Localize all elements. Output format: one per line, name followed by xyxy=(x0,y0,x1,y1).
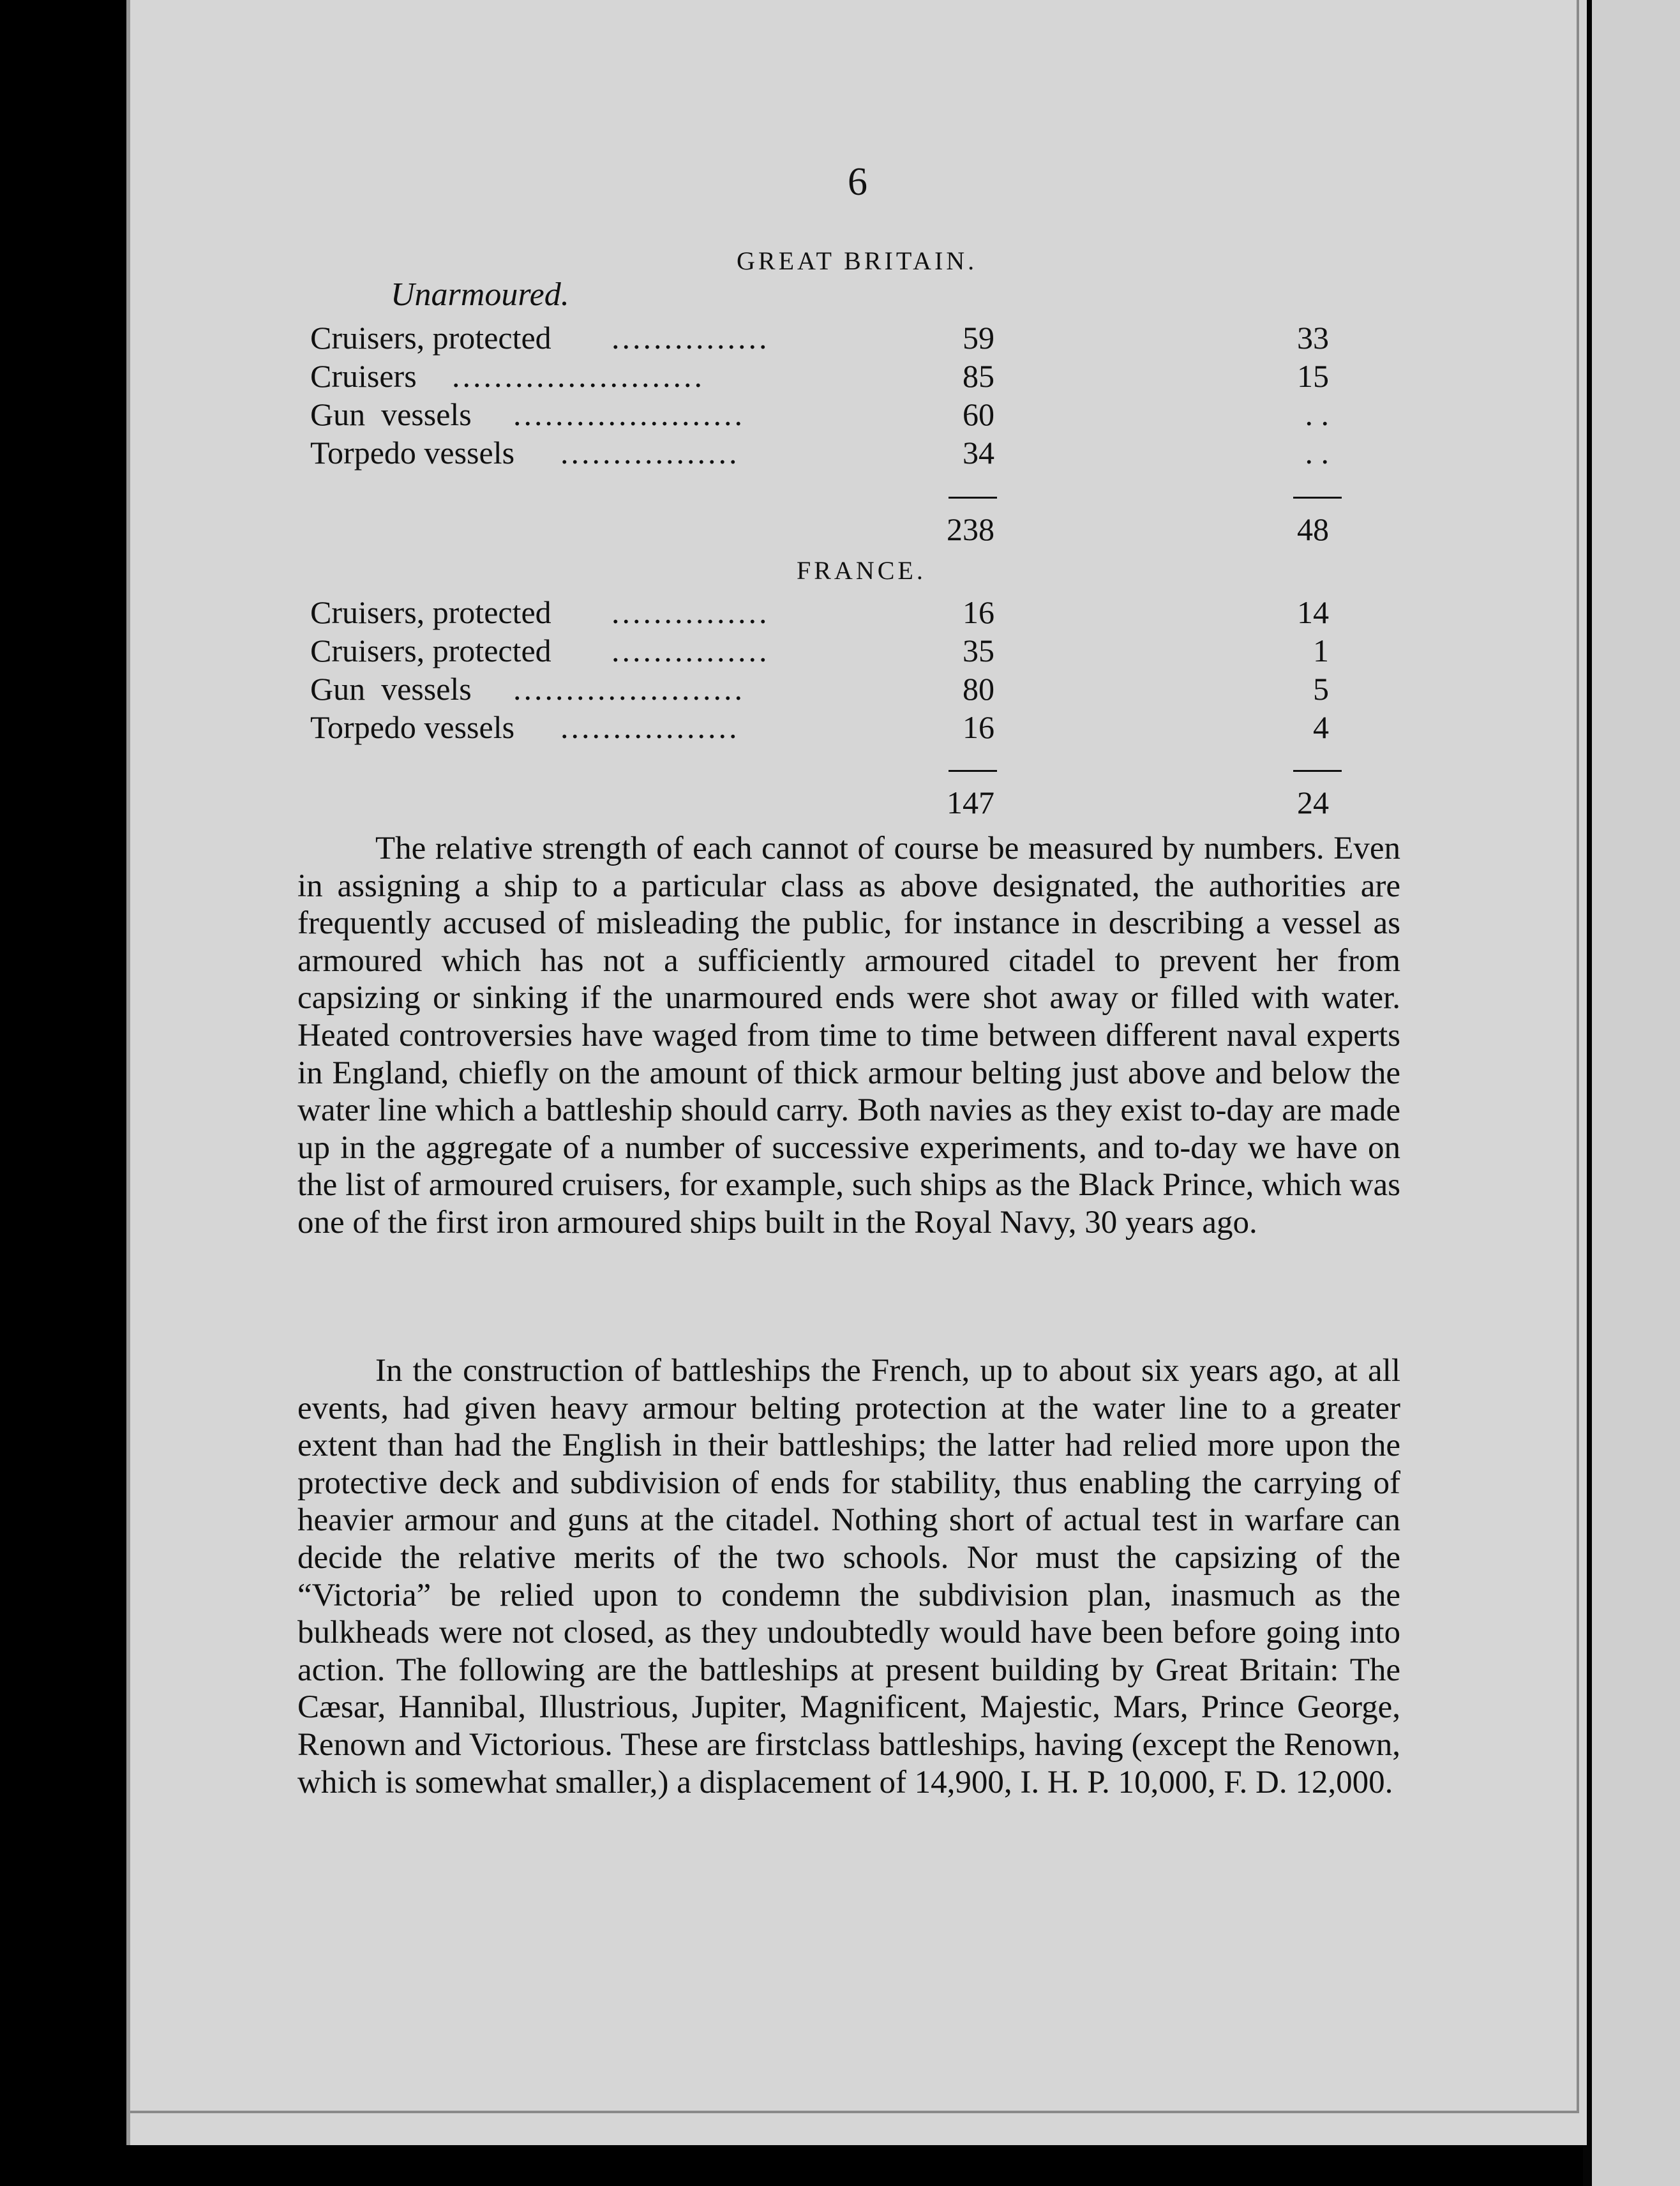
value-column-1: 16 xyxy=(963,594,994,630)
value-column-2: . . xyxy=(1305,396,1329,432)
value-column-1: 16 xyxy=(963,709,994,745)
section-heading-france: FRANCE. xyxy=(797,556,926,585)
table-row xyxy=(310,319,1339,358)
sum-rule xyxy=(1293,497,1342,499)
row-label: Torpedo vessels xyxy=(310,709,515,745)
body-paragraph: In the construction of battleships the French, up to about six years ago, at all events, had given heavy armour belting protection at the water line to a greater extent than had the English in their battleships; the latter had relied more upon the protective deck and subdivision of ends for stability, thus enabling the carrying of heavier armour and guns at the citadel. Nothing short of actual test in warfare can decide the relative merits of the two schools. Nor must the capsizing of the “Victoria” be relied upon to condemn the subdivision plan, inasmuch as the bulkheads were not closed, as they undoubtedly would have been before going into action. The following are the battleships at present building by Great Britain: The Cæsar, Hannibal, Illustrious, Jupiter, Magnificent, Majestic, Mars, Prince George, Renown and Victorious. These are firstclass battleships, having (except the Renown, which is somewhat smaller,) a displacement of 14,900, I. H. P. 10,000, F. D. 12,000. xyxy=(297,1353,1400,1800)
row-label: Torpedo vessels xyxy=(310,435,515,471)
dot-leader: ...................... xyxy=(513,396,745,432)
table-row xyxy=(310,709,1339,747)
dot-leader: ............... xyxy=(611,633,770,668)
dot-leader: ............... xyxy=(611,594,770,630)
dot-leader: ........................ xyxy=(452,358,705,394)
value-column-2: 4 xyxy=(1313,709,1329,745)
total-column-1: 238 xyxy=(947,511,994,547)
dot-leader: ............... xyxy=(611,320,770,356)
total-column-2: 24 xyxy=(1297,785,1329,820)
value-column-2: . . xyxy=(1305,435,1329,471)
value-column-1: 85 xyxy=(963,358,994,394)
total-column-1: 147 xyxy=(947,785,994,820)
table-total-row xyxy=(310,511,1339,549)
table-row xyxy=(310,632,1339,670)
sum-rule xyxy=(1293,770,1342,772)
table-row xyxy=(310,594,1339,632)
dot-leader: ................. xyxy=(560,709,740,745)
row-label: Gun vessels xyxy=(310,671,472,707)
row-label: Cruisers xyxy=(310,358,417,394)
value-column-1: 35 xyxy=(963,633,994,668)
value-column-2: 5 xyxy=(1313,671,1329,707)
row-label: Cruisers, protected xyxy=(310,633,551,668)
total-column-2: 48 xyxy=(1297,511,1329,547)
table-total-row xyxy=(310,784,1339,822)
sum-rule xyxy=(949,770,997,772)
scan-border-left xyxy=(0,0,128,2186)
value-column-1: 80 xyxy=(963,671,994,707)
dot-leader: ...................... xyxy=(513,671,745,707)
page-number: 6 xyxy=(848,160,867,204)
row-label: Gun vessels xyxy=(310,396,472,432)
value-column-2: 33 xyxy=(1297,320,1329,356)
table-row xyxy=(310,396,1339,434)
row-label: Cruisers, protected xyxy=(310,594,551,630)
sum-rule xyxy=(949,497,997,499)
adjacent-page-edge xyxy=(1583,0,1680,2186)
section-heading-great-britain: GREAT BRITAIN. xyxy=(737,246,978,275)
value-column-2: 14 xyxy=(1297,594,1329,630)
value-column-1: 34 xyxy=(963,435,994,471)
value-column-1: 59 xyxy=(963,320,994,356)
dot-leader: ................. xyxy=(560,435,740,471)
body-paragraph: The relative strength of each cannot of course be measured by numbers. Even in assigning a ship to a particular class as above designated, the authorities are frequently accused of misleading the public, for instance in describing a vessel as armoured which has not a sufficiently armoured citadel to prevent her from capsizing or sinking if the unarmoured ends were shot away or filled with water. Heated controversies have waged from time to time between different naval experts in England, chiefly on the amount of thick armour belting just above and below the water line which a battleship should carry. Both navies as they exist to-day are made up in the aggregate of a number of successive experiments, and to-day we have on the list of armoured cruisers, for example, such ships as the Black Prince, which was one of the first iron armoured ships built in the Royal Navy, 30 years ago. xyxy=(297,831,1400,1240)
value-column-1: 60 xyxy=(963,396,994,432)
table-row xyxy=(310,358,1339,396)
scan-border-bottom xyxy=(126,2145,1583,2186)
value-column-2: 1 xyxy=(1313,633,1329,668)
row-label: Cruisers, protected xyxy=(310,320,551,356)
subheading-unarmoured: Unarmoured. xyxy=(391,276,569,313)
value-column-2: 15 xyxy=(1297,358,1329,394)
table-row xyxy=(310,434,1339,472)
table-row xyxy=(310,670,1339,709)
